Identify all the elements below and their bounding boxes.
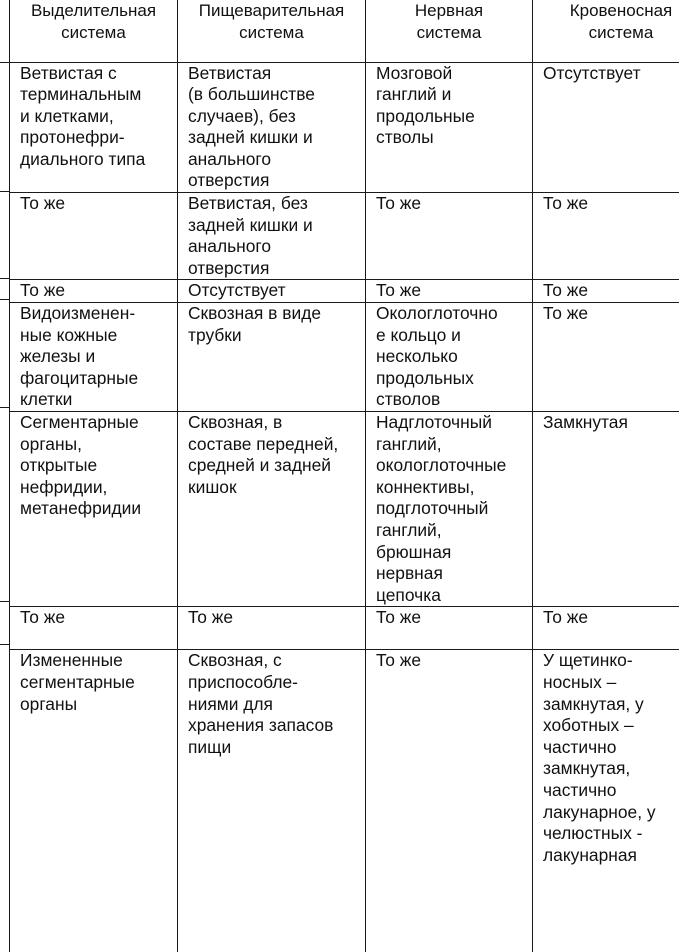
- cell-nervous: Окологлоточно е кольцо и несколько продольных стволов: [366, 303, 533, 412]
- header-digestive-system: Пищеварительная система: [178, 0, 366, 62]
- cell-digestive: Сквозная, с приспособле- ниями для хранения запасов пищи: [178, 650, 366, 952]
- cell-digestive: Отсутствует: [178, 280, 366, 303]
- cell-excretory: Измененные сегментарные органы: [10, 650, 178, 952]
- cell-excretory: Видоизменен- ные кожные железы и фагоцитарные клетки: [10, 303, 178, 412]
- header-circulatory-system: Кровеносная система: [533, 0, 679, 62]
- cell-circulatory: То же: [533, 607, 679, 650]
- cell-digestive: То же: [178, 607, 366, 650]
- cell-circulatory: У щетинко- носных – замкнутая, у хоботных – частично замкнутая, частично лакунарное, у челюстных - лакунарная: [533, 650, 679, 952]
- table-row: [10, 193, 679, 280]
- row-divider: [0, 191, 9, 192]
- row-divider: [0, 407, 9, 408]
- cell-circulatory: Замкнутая: [533, 412, 679, 607]
- organ-systems-table: [9, 0, 679, 952]
- cell-excretory: То же: [10, 280, 178, 303]
- cell-digestive: Сквозная, в составе передней, средней и задней кишок: [178, 412, 366, 607]
- cell-excretory: То же: [10, 607, 178, 650]
- cell-digestive: Сквозная в виде трубки: [178, 303, 366, 412]
- cell-nervous: Надглоточный ганглий, окологлоточные коннективы, подглоточный ганглий, брюшная нервная цепочка: [366, 412, 533, 607]
- row-divider: [0, 299, 9, 300]
- table-row: [10, 280, 679, 303]
- cell-excretory: Сегментарные органы, открытые нефридии, метанефридии: [10, 412, 178, 607]
- cell-nervous: То же: [366, 193, 533, 280]
- cell-circulatory: То же: [533, 193, 679, 280]
- cell-circulatory: То же: [533, 303, 679, 412]
- row-divider: [0, 601, 9, 602]
- cell-nervous: То же: [366, 650, 533, 952]
- cell-excretory: Ветвистая с терминальным и клетками, протонефри- диального типа: [10, 62, 178, 193]
- header-excretory-system: Выделительная система: [10, 0, 178, 62]
- row-divider: [0, 278, 9, 279]
- table-row: [10, 412, 679, 607]
- table-row: [10, 607, 679, 650]
- table-row: [10, 62, 679, 193]
- cell-excretory: То же: [10, 193, 178, 280]
- header-nervous-system: Нервная система: [366, 0, 533, 62]
- table-row: [10, 303, 679, 412]
- cell-digestive: Ветвистая, без задней кишки и анального отверстия: [178, 193, 366, 280]
- header-row: [10, 0, 679, 62]
- cell-nervous: То же: [366, 607, 533, 650]
- cell-nervous: То же: [366, 280, 533, 303]
- row-divider: [0, 644, 9, 645]
- left-margin-column: [0, 0, 9, 946]
- cell-circulatory: Отсутствует: [533, 62, 679, 193]
- cell-nervous: Мозговой ганглий и продольные стволы: [366, 62, 533, 193]
- cell-circulatory: То же: [533, 280, 679, 303]
- row-divider: [0, 62, 9, 63]
- cell-digestive: Ветвистая (в большинстве случаев), без задней кишки и анального отверстия: [178, 62, 366, 193]
- table-row: [10, 650, 679, 952]
